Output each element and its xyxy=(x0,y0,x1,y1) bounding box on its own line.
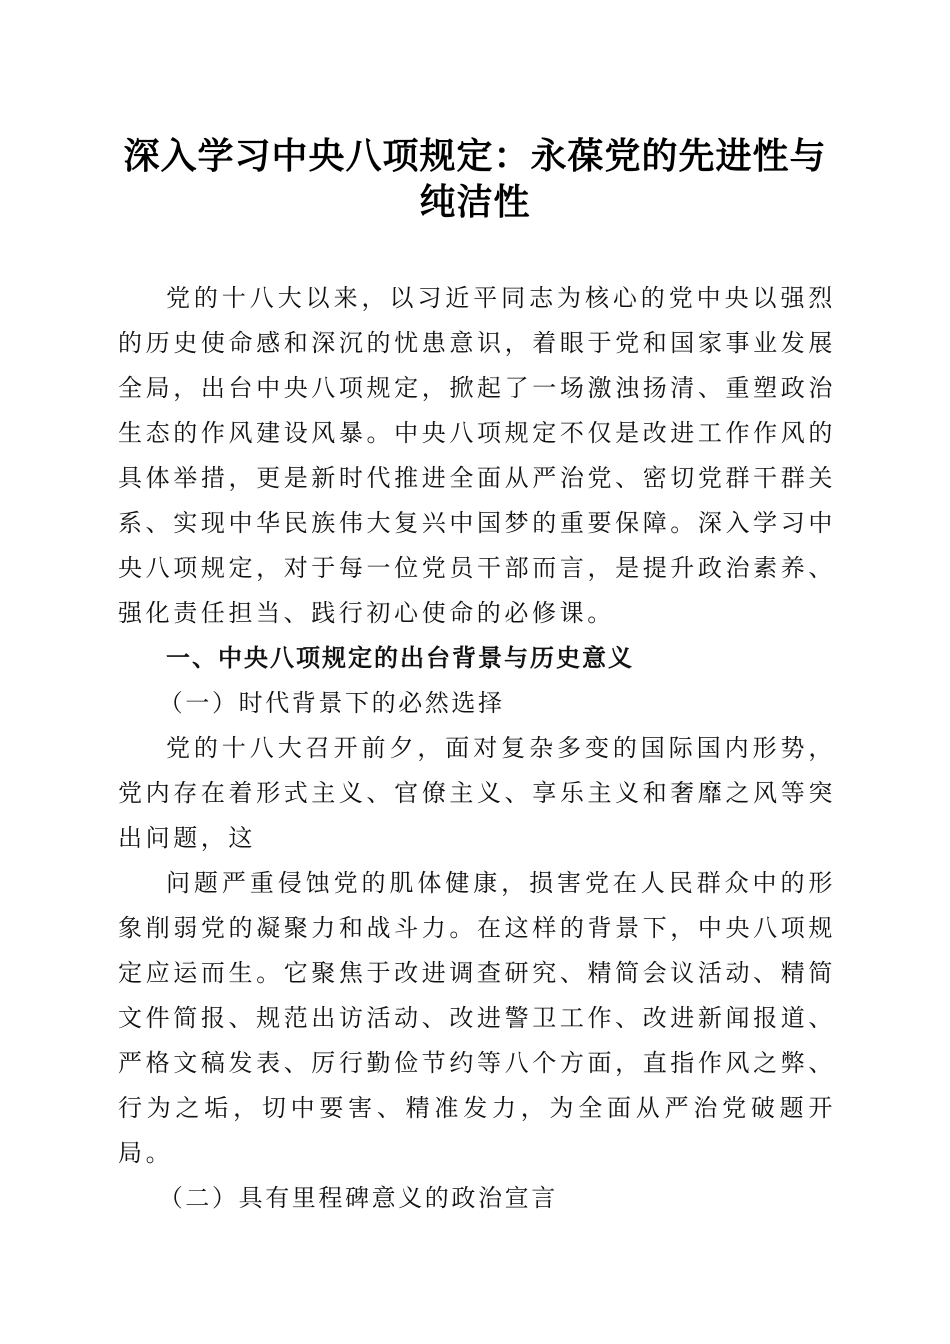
subsection-1-paragraph-1: 党的十八大召开前夕，面对复杂多变的国际国内形势，党内存在着形式主义、官僚主义、享乐主义和奢靡之风等突出问题，这 xyxy=(118,734,836,852)
intro-paragraph: 党的十八大以来，以习近平同志为核心的党中央以强烈的历史使命感和深沉的忧患意识，着眼于党和国家事业发展全局，出台中央八项规定，掀起了一场激浊扬清、重塑政治生态的作风建设风暴。中央八项规定不仅是改进工作作风的具体举措，更是新时代推进全面从严治党、密切党群干群关系、实现中华民族伟大复兴中国梦的重要保障。深入学习中央八项规定，对于每一位党员干部而言，是提升政治素养、强化责任担当、践行初心使命的必修课。 xyxy=(118,284,836,627)
subsection-2-heading: （二）具有里程碑意义的政治宣言 xyxy=(158,1184,558,1212)
subsection-1-heading: （一）时代背景下的必然选择 xyxy=(158,689,505,717)
section-1-heading: 一、中央八项规定的出台背景与历史意义 xyxy=(166,644,634,672)
document-title: 深入学习中央八项规定：永葆党的先进性与纯洁性 xyxy=(123,135,827,223)
document-body xyxy=(118,276,836,1221)
subsection-1-paragraph-2: 问题严重侵蚀党的肌体健康，损害党在人民群众中的形象削弱党的凝聚力和战斗力。在这样的背景下，中央八项规定应运而生。它聚焦于改进调查研究、精简会议活动、精简文件简报、规范出访活动、改进警卫工作、改进新闻报道、严格文稿发表、厉行勤俭节约等八个方面，直指作风之弊、行为之垢，切中要害、精准发力，为全面从严治党破题开局。 xyxy=(118,869,836,1167)
